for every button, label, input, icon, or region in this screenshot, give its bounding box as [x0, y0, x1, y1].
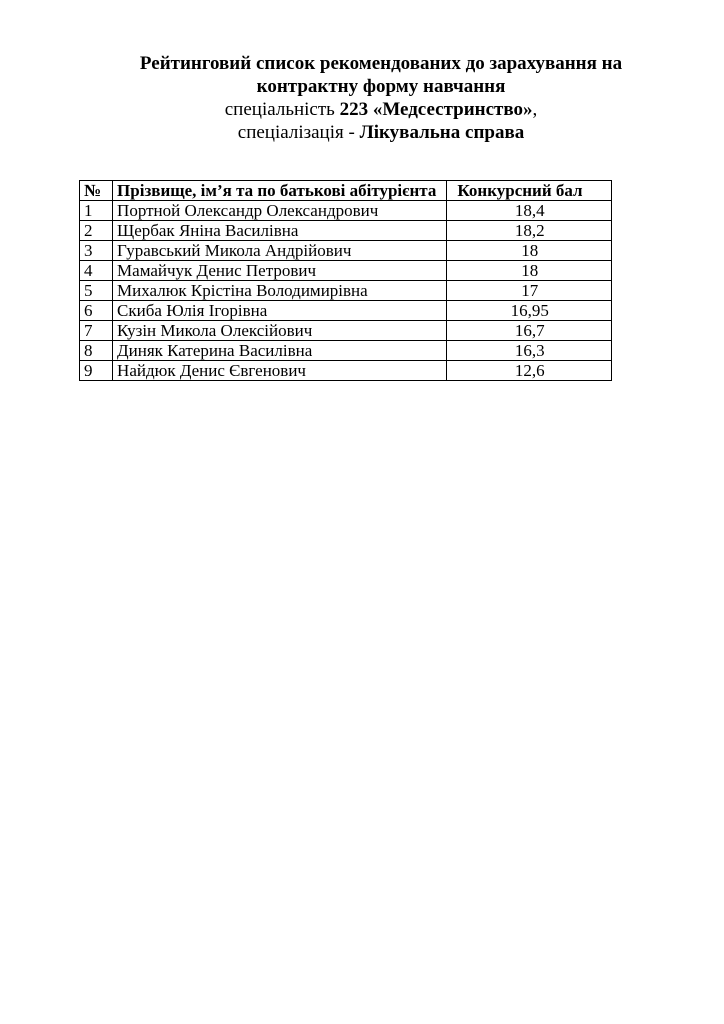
- table-header-row: [80, 181, 612, 201]
- applicant-score: 17: [447, 281, 612, 301]
- applicant-score: 18: [447, 241, 612, 261]
- row-number: 5: [80, 281, 113, 301]
- table-row: [80, 361, 612, 381]
- table-row: [80, 301, 612, 321]
- row-number: 7: [80, 321, 113, 341]
- applicant-score: 16,7: [447, 321, 612, 341]
- specialization-line: [0, 121, 724, 144]
- column-header-name: Прізвище, ім’я та по батькові абітурієнта: [113, 181, 447, 201]
- row-number: 2: [80, 221, 113, 241]
- table-row: [80, 221, 612, 241]
- table-row: [80, 281, 612, 301]
- applicant-score: 16,95: [447, 301, 612, 321]
- specialty-value: 223 «Медсестринство»: [339, 99, 533, 120]
- row-number: 9: [80, 361, 113, 381]
- title-line-2: контрактну форму навчання: [256, 76, 506, 97]
- applicant-name: Найдюк Денис Євгенович: [113, 361, 447, 381]
- column-header-score: Конкурсний бал: [447, 181, 612, 201]
- specialty-suffix: ,: [532, 99, 538, 120]
- rating-table: [79, 180, 612, 381]
- specialization-value: Лікувальна справа: [359, 122, 525, 143]
- applicant-name: Мамайчук Денис Петрович: [113, 261, 447, 281]
- applicant-score: 16,3: [447, 341, 612, 361]
- applicant-name: Щербак Яніна Василівна: [113, 221, 447, 241]
- applicant-score: 18: [447, 261, 612, 281]
- specialty-prefix: спеціальність: [224, 99, 340, 120]
- applicant-name: Скиба Юлія Ігорівна: [113, 301, 447, 321]
- table-row: [80, 321, 612, 341]
- applicant-name: Кузін Микола Олексійович: [113, 321, 447, 341]
- row-number: 1: [80, 201, 113, 221]
- row-number: 3: [80, 241, 113, 261]
- table-row: [80, 201, 612, 221]
- title-line-1: Рейтинговий список рекомендованих до зарахування на: [139, 53, 623, 74]
- applicant-name: Портной Олександр Олександрович: [113, 201, 447, 221]
- applicant-score: 18,2: [447, 221, 612, 241]
- table-row: [80, 261, 612, 281]
- specialization-prefix: спеціалізація -: [237, 122, 360, 143]
- row-number: 6: [80, 301, 113, 321]
- row-number: 8: [80, 341, 113, 361]
- column-header-number: №: [80, 181, 113, 201]
- applicant-name: Михалюк Крістіна Володимирівна: [113, 281, 447, 301]
- specialty-line: [0, 98, 724, 121]
- applicant-name: Гуравський Микола Андрійович: [113, 241, 447, 261]
- table-row: [80, 241, 612, 261]
- applicant-score: 12,6: [447, 361, 612, 381]
- table-row: [80, 341, 612, 361]
- document-header: [0, 52, 724, 144]
- row-number: 4: [80, 261, 113, 281]
- applicant-score: 18,4: [447, 201, 612, 221]
- applicant-name: Диняк Катерина Василівна: [113, 341, 447, 361]
